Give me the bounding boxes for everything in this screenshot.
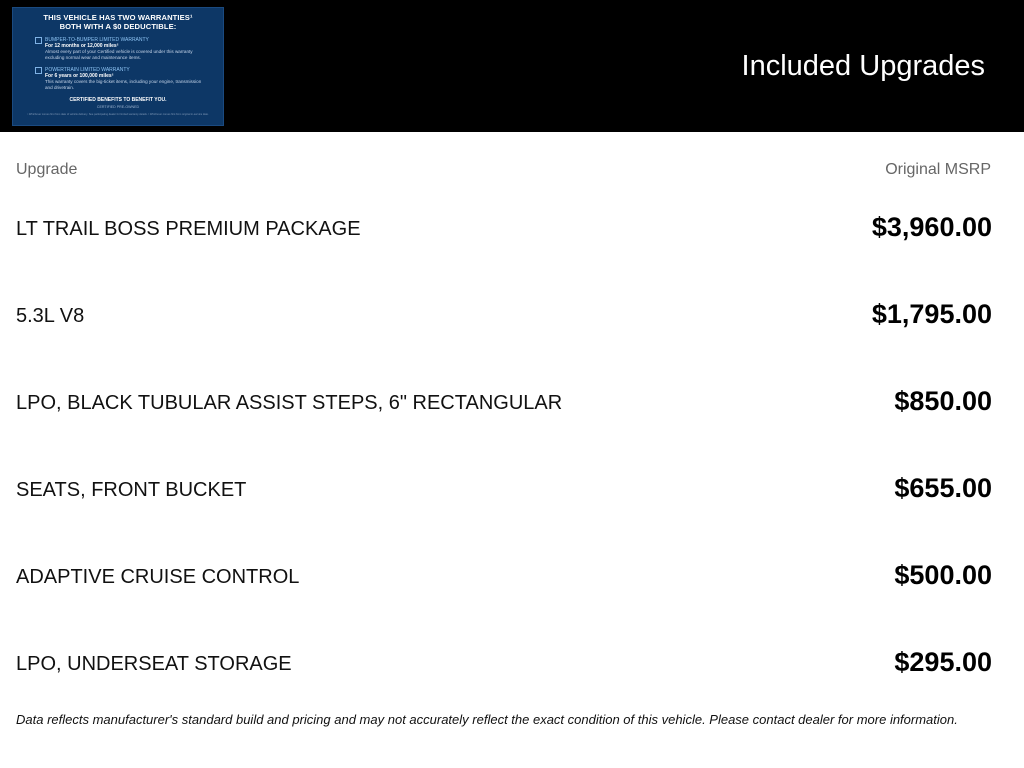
checkbox-icon [35,37,42,44]
table-row [16,208,992,248]
upgrade-name: LPO, BLACK TUBULAR ASSIST STEPS, 6" RECTANGULAR [16,392,563,414]
table-row [16,382,992,422]
upgrade-price: $295.00 [894,647,992,677]
page-title: Included Upgrades [741,50,985,82]
upgrade-price: $850.00 [894,386,992,416]
upgrade-name: ADAPTIVE CRUISE CONTROL [16,566,300,588]
thumbnail-warranty-item: BUMPER-TO-BUMPER LIMITED WARRANTY For 12 months or 12,000 miles² Almost every part of your Certified vehicle is covered under this warranty excluding normal wear and maintenance items. [45,37,205,61]
upgrade-name: 5.3L V8 [16,305,85,327]
upgrade-price: $1,795.00 [871,299,992,329]
upgrade-name: LPO, UNDERSEAT STORAGE [16,653,292,675]
warranty-thumbnail-image [12,7,224,126]
checkbox-icon [35,67,42,74]
header-bar [0,0,1024,132]
table-row [16,643,992,683]
upgrade-price: $500.00 [894,560,992,590]
upgrade-price: $3,960.00 [871,212,992,242]
thumbnail-headline: THIS VEHICLE HAS TWO WARRANTIES¹ BOTH WITH A $0 DEDUCTIBLE: [43,13,193,31]
table-row [16,556,992,596]
thumbnail-fine-print: ¹ Whichever comes first from date of vehicle delivery. See participating dealer for limited warranty details. ² Whichever comes first from original in-service date. [27,113,209,116]
column-header-msrp: Original MSRP [885,161,991,178]
table-row [16,295,992,335]
upgrade-price: $655.00 [894,473,992,503]
disclaimer-text: Data reflects manufacturer's standard build and pricing and may not accurately reflect the exact condition of this vehicle. Please contact dealer for more information. [16,712,958,727]
upgrade-name: SEATS, FRONT BUCKET [16,479,247,501]
table-row [16,469,992,509]
column-header-upgrade: Upgrade [16,161,78,178]
upgrade-name: LT TRAIL BOSS PREMIUM PACKAGE [16,218,361,240]
thumbnail-brand: CERTIFIED PRE-OWNED [96,105,140,109]
thumbnail-warranty-item: POWERTRAIN LIMITED WARRANTY For 6 years or 100,000 miles² This warranty covers the big-ticket items, including your engine, transmission and drivetrain. [45,67,205,91]
thumbnail-benefits: CERTIFIED BENEFITS TO BENEFIT YOU. [69,97,167,103]
